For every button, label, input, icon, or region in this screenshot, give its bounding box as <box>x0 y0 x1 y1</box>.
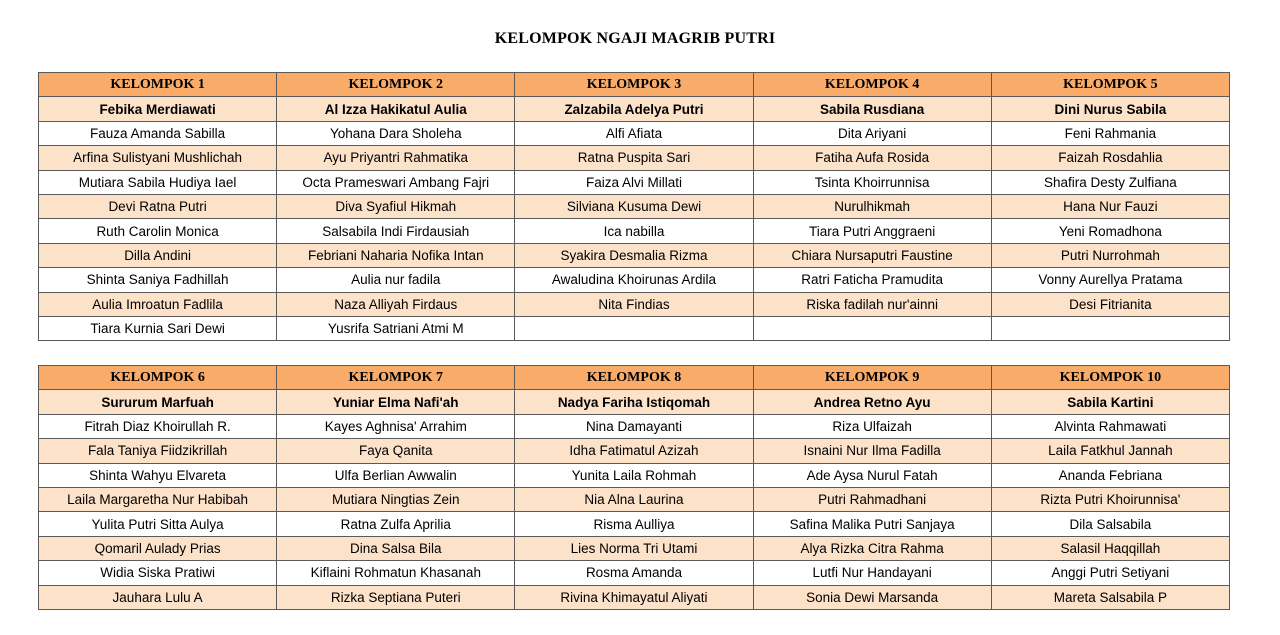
member-row <box>39 463 1230 487</box>
member-name-cell: Arfina Sulistyani Mushlichah <box>39 146 277 170</box>
member-name-cell: Qomaril Aulady Prias <box>39 536 277 560</box>
member-row <box>39 536 1230 560</box>
member-name-cell: Salasil Haqqillah <box>991 536 1229 560</box>
member-name-cell: Lutfi Nur Handayani <box>753 561 991 585</box>
member-name-cell: Shafira Desty Zulfiana <box>991 170 1229 194</box>
member-row <box>39 439 1230 463</box>
member-name-cell: Ananda Febriana <box>991 463 1229 487</box>
group-leader-cell: Dini Nurus Sabila <box>991 97 1229 121</box>
member-name-cell: Kiflaini Rohmatun Khasanah <box>277 561 515 585</box>
member-name-cell: Widia Siska Pratiwi <box>39 561 277 585</box>
member-row <box>39 292 1230 316</box>
member-name-cell: Rivina Khimayatul Aliyati <box>515 585 753 609</box>
member-name-cell: Rosma Amanda <box>515 561 753 585</box>
group-header: KELOMPOK 8 <box>515 366 753 390</box>
member-name-cell: Dilla Andini <box>39 243 277 267</box>
member-name-cell: Fatiha Aufa Rosida <box>753 146 991 170</box>
member-name-cell: Mutiara Ningtias Zein <box>277 487 515 511</box>
member-name-cell: Aulia Imroatun Fadlila <box>39 292 277 316</box>
member-name-cell: Awaludina Khoirunas Ardila <box>515 268 753 292</box>
group-table-1-5 <box>38 72 1230 341</box>
member-name-cell: Alya Rizka Citra Rahma <box>753 536 991 560</box>
member-name-cell: Naza Alliyah Firdaus <box>277 292 515 316</box>
member-name-cell: Ruth Carolin Monica <box>39 219 277 243</box>
member-name-cell: Lies Norma Tri Utami <box>515 536 753 560</box>
member-name-cell: Mutiara Sabila Hudiya Iael <box>39 170 277 194</box>
member-name-cell: Isnaini Nur Ilma Fadilla <box>753 439 991 463</box>
member-name-cell: Shinta Saniya Fadhillah <box>39 268 277 292</box>
member-name-cell: Desi Fitrianita <box>991 292 1229 316</box>
member-name-cell: Hana Nur Fauzi <box>991 194 1229 218</box>
group-header: KELOMPOK 10 <box>991 366 1229 390</box>
member-name-cell: Febriani Naharia Nofika Intan <box>277 243 515 267</box>
member-name-cell: Salsabila Indi Firdausiah <box>277 219 515 243</box>
member-name-cell <box>991 316 1229 340</box>
group-header: KELOMPOK 2 <box>277 73 515 97</box>
member-name-cell: Putri Nurrohmah <box>991 243 1229 267</box>
member-name-cell: Yulita Putri Sitta Aulya <box>39 512 277 536</box>
leader-row <box>39 390 1230 414</box>
group-leader-cell: Yuniar Elma Nafi'ah <box>277 390 515 414</box>
member-name-cell: Nurulhikmah <box>753 194 991 218</box>
group-table-6-10 <box>38 365 1230 610</box>
member-name-cell: Fala Taniya Fiidzikrillah <box>39 439 277 463</box>
header-row <box>39 73 1230 97</box>
group-header: KELOMPOK 3 <box>515 73 753 97</box>
member-row <box>39 121 1230 145</box>
member-name-cell: Diva Syafiul Hikmah <box>277 194 515 218</box>
member-row <box>39 487 1230 511</box>
member-name-cell: Laila Fatkhul Jannah <box>991 439 1229 463</box>
member-name-cell: Faiza Alvi Millati <box>515 170 753 194</box>
header-row <box>39 366 1230 390</box>
member-row <box>39 561 1230 585</box>
member-name-cell: Tiara Putri Anggraeni <box>753 219 991 243</box>
member-name-cell: Yohana Dara Sholeha <box>277 121 515 145</box>
member-name-cell: Riza Ulfaizah <box>753 414 991 438</box>
member-name-cell <box>753 316 991 340</box>
group-header: KELOMPOK 9 <box>753 366 991 390</box>
member-name-cell: Mareta Salsabila P <box>991 585 1229 609</box>
member-name-cell: Shinta Wahyu Elvareta <box>39 463 277 487</box>
member-row <box>39 194 1230 218</box>
member-name-cell: Feni Rahmania <box>991 121 1229 145</box>
member-name-cell: Kayes Aghnisa' Arrahim <box>277 414 515 438</box>
member-name-cell: Laila Margaretha Nur Habibah <box>39 487 277 511</box>
member-name-cell: Faya Qanita <box>277 439 515 463</box>
member-name-cell: Safina Malika Putri Sanjaya <box>753 512 991 536</box>
member-name-cell: Rizka Septiana Puteri <box>277 585 515 609</box>
member-row <box>39 316 1230 340</box>
group-leader-cell: Al Izza Hakikatul Aulia <box>277 97 515 121</box>
member-name-cell: Idha Fatimatul Azizah <box>515 439 753 463</box>
member-name-cell: Silviana Kusuma Dewi <box>515 194 753 218</box>
member-row <box>39 512 1230 536</box>
member-name-cell: Nina Damayanti <box>515 414 753 438</box>
group-leader-cell: Zalzabila Adelya Putri <box>515 97 753 121</box>
group-leader-cell: Nadya Fariha Istiqomah <box>515 390 753 414</box>
member-name-cell: Ratri Faticha Pramudita <box>753 268 991 292</box>
member-name-cell: Tsinta Khoirrunnisa <box>753 170 991 194</box>
member-row <box>39 243 1230 267</box>
member-name-cell: Jauhara Lulu A <box>39 585 277 609</box>
group-leader-cell: Andrea Retno Ayu <box>753 390 991 414</box>
group-leader-cell: Sururum Marfuah <box>39 390 277 414</box>
member-name-cell: Dila Salsabila <box>991 512 1229 536</box>
group-leader-cell: Febika Merdiawati <box>39 97 277 121</box>
member-name-cell: Octa Prameswari Ambang Fajri <box>277 170 515 194</box>
member-name-cell: Ayu Priyantri Rahmatika <box>277 146 515 170</box>
page-title: KELOMPOK NGAJI MAGRIB PUTRI <box>494 30 776 47</box>
group-header: KELOMPOK 5 <box>991 73 1229 97</box>
member-name-cell: Nita Findias <box>515 292 753 316</box>
group-leader-cell: Sabila Kartini <box>991 390 1229 414</box>
member-name-cell: Dita Ariyani <box>753 121 991 145</box>
member-name-cell: Syakira Desmalia Rizma <box>515 243 753 267</box>
member-row <box>39 268 1230 292</box>
member-row <box>39 170 1230 194</box>
member-name-cell: Yeni Romadhona <box>991 219 1229 243</box>
member-name-cell: Vonny Aurellya Pratama <box>991 268 1229 292</box>
member-name-cell: Tiara Kurnia Sari Dewi <box>39 316 277 340</box>
member-name-cell: Nia Alna Laurina <box>515 487 753 511</box>
member-name-cell: Aulia nur fadila <box>277 268 515 292</box>
member-name-cell <box>515 316 753 340</box>
member-name-cell: Yunita Laila Rohmah <box>515 463 753 487</box>
group-leader-cell: Sabila Rusdiana <box>753 97 991 121</box>
member-name-cell: Devi Ratna Putri <box>39 194 277 218</box>
member-name-cell: Chiara Nursaputri Faustine <box>753 243 991 267</box>
member-name-cell: Alvinta Rahmawati <box>991 414 1229 438</box>
member-row <box>39 146 1230 170</box>
member-name-cell: Dina Salsa Bila <box>277 536 515 560</box>
group-header: KELOMPOK 1 <box>39 73 277 97</box>
member-row <box>39 219 1230 243</box>
member-name-cell: Ulfa Berlian Awwalin <box>277 463 515 487</box>
member-name-cell: Putri Rahmadhani <box>753 487 991 511</box>
member-name-cell: Faizah Rosdahlia <box>991 146 1229 170</box>
member-name-cell: Fitrah Diaz Khoirullah R. <box>39 414 277 438</box>
member-name-cell: Ade Aysa Nurul Fatah <box>753 463 991 487</box>
member-name-cell: Ratna Zulfa Aprilia <box>277 512 515 536</box>
member-row <box>39 414 1230 438</box>
member-name-cell: Sonia Dewi Marsanda <box>753 585 991 609</box>
leader-row <box>39 97 1230 121</box>
member-name-cell: Ica nabilla <box>515 219 753 243</box>
member-name-cell: Fauza Amanda Sabilla <box>39 121 277 145</box>
group-header: KELOMPOK 4 <box>753 73 991 97</box>
member-row <box>39 585 1230 609</box>
group-header: KELOMPOK 6 <box>39 366 277 390</box>
member-name-cell: Alfi Afiata <box>515 121 753 145</box>
member-name-cell: Ratna Puspita Sari <box>515 146 753 170</box>
member-name-cell: Riska fadilah nur'ainni <box>753 292 991 316</box>
member-name-cell: Anggi Putri Setiyani <box>991 561 1229 585</box>
member-name-cell: Yusrifa Satriani Atmi M <box>277 316 515 340</box>
member-name-cell: Risma Aulliya <box>515 512 753 536</box>
group-header: KELOMPOK 7 <box>277 366 515 390</box>
member-name-cell: Rizta Putri Khoirunnisa' <box>991 487 1229 511</box>
